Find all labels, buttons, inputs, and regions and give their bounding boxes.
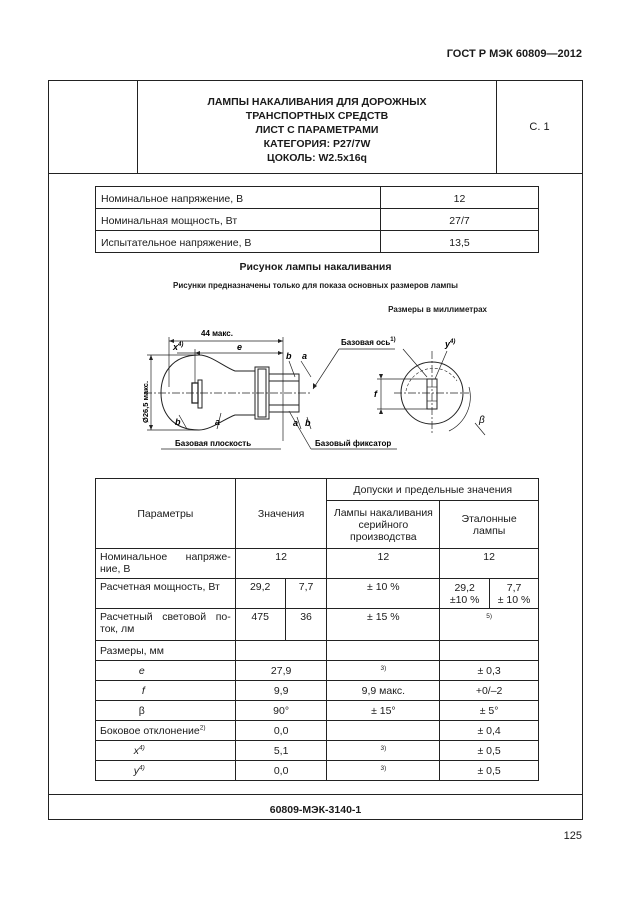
rating-label: Номинальное напряжение, В — [96, 187, 381, 209]
label-ref-key: Базовый фиксатор — [315, 439, 392, 448]
dim-beta: β — [479, 415, 485, 426]
label-ref-plane: Базовая плоскость — [175, 439, 252, 448]
reference-cell: +0/–2 — [440, 681, 539, 701]
title-line: КАТЕГОРИЯ: P27/7W — [263, 138, 371, 150]
title-line: ЛАМПЫ НАКАЛИВАНИЯ ДЛЯ ДОРОЖНЫХ — [207, 96, 427, 108]
title-line: ЦОКОЛЬ: W2.5x16q — [267, 152, 367, 164]
table-row — [96, 579, 539, 609]
rating-label: Номинальная мощность, Вт — [96, 209, 381, 231]
reference-tolerance: ±10 % — [449, 593, 480, 606]
reference-cell: ± 0,5 — [440, 761, 539, 781]
param-label: Расчетный световой по-ток, лм — [96, 609, 236, 641]
table-row — [96, 701, 539, 721]
rating-value: 12 — [381, 187, 539, 209]
dim-x: $x^{4)}$ — [173, 342, 184, 352]
table-row — [96, 741, 539, 761]
param-label: Расчетная мощность, Вт — [96, 579, 236, 609]
rating-label: Испытательное напряжение, В — [96, 231, 381, 253]
parameters-table — [95, 478, 539, 781]
value-cell: 90° — [235, 701, 327, 721]
value-cell: 7,7 — [285, 579, 327, 609]
col-header-parameters: Параметры — [96, 479, 236, 549]
production-cell: 9,9 макс. — [327, 681, 440, 701]
reference-note: 5) — [440, 609, 539, 641]
col-header-reference: Эталонные лампы — [440, 501, 539, 549]
sheet-code: 60809-МЭК-3140-1 — [49, 794, 582, 820]
value-cell — [235, 641, 327, 661]
value-cell: 29,2 — [235, 579, 285, 609]
marker-a-bottom: a — [293, 418, 299, 428]
dim-f: f — [374, 389, 377, 399]
value-cell: 9,9 — [235, 681, 327, 701]
reference-value: 29,2 — [454, 581, 475, 594]
param-label: β — [96, 701, 236, 721]
dim-diameter: Ø26,5 макс. — [141, 380, 150, 423]
value-cell: 36 — [285, 609, 327, 641]
table-row — [96, 609, 539, 641]
reference-cell: ± 0,3 — [440, 661, 539, 681]
param-label: f — [96, 681, 236, 701]
param-label: Боковое отклонение$^{2)}$ — [96, 721, 236, 741]
param-label: $y^{4)}$ — [96, 761, 236, 781]
figure-units: Размеры в миллиметрах — [388, 305, 487, 314]
marker-a-left: a — [215, 417, 221, 427]
reference-cell — [440, 641, 539, 661]
page-number: 125 — [563, 830, 582, 842]
dim-overall-length: 44 макс. — [201, 329, 233, 338]
rating-value: 27/7 — [381, 209, 539, 231]
table-row — [96, 209, 539, 231]
production-cell — [327, 641, 440, 661]
value-cell: 12 — [235, 549, 327, 579]
reference-cell: ± 0,4 — [440, 721, 539, 741]
marker-a-top: a — [302, 351, 308, 361]
sheet-title — [138, 95, 496, 165]
table-row — [96, 231, 539, 253]
title-line: ЛИСТ С ПАРАМЕТРАМИ — [255, 124, 379, 136]
param-label: e — [96, 661, 236, 681]
lamp-drawing — [49, 311, 582, 471]
reference-cell — [440, 579, 490, 609]
production-note: 3) — [327, 661, 440, 681]
table-row — [96, 641, 539, 661]
sheet-page-label: С. 1 — [496, 81, 582, 173]
production-cell: ± 15° — [327, 701, 440, 721]
reference-tolerance: ± 10 % — [497, 593, 531, 606]
reference-cell: ± 5° — [440, 701, 539, 721]
reference-cell: ± 0,5 — [440, 741, 539, 761]
value-cell: 475 — [235, 609, 285, 641]
value-cell: 27,9 — [235, 661, 327, 681]
title-line: ТРАНСПОРТНЫХ СРЕДСТВ — [245, 110, 389, 122]
sheet-frame — [48, 80, 583, 820]
marker-b-left: b — [175, 417, 181, 427]
label-ref-axis: Базовая ось$^{1)}$ — [341, 337, 396, 347]
param-label: Размеры, мм — [96, 641, 236, 661]
marker-b-bottom: b — [305, 418, 311, 428]
col-header-tolerances: Допуски и предельные значения — [327, 479, 539, 501]
figure-title: Рисунок лампы накаливания — [239, 261, 392, 273]
reference-value: 7,7 — [506, 581, 522, 594]
reference-cell: 12 — [440, 549, 539, 579]
production-cell: ± 15 % — [327, 609, 440, 641]
table-row — [96, 549, 539, 579]
table-row — [96, 721, 539, 741]
col-header-production: Лампы накаливания серийного производства — [327, 501, 440, 549]
reference-cell — [490, 579, 539, 609]
table-row — [96, 681, 539, 701]
dim-e: e — [237, 342, 243, 352]
col-header-values: Значения — [235, 479, 327, 549]
param-label: $x^{4)}$ — [96, 741, 236, 761]
table-row — [96, 761, 539, 781]
value-cell: 0,0 — [235, 761, 327, 781]
value-cell: 0,0 — [235, 721, 327, 741]
sheet-header — [49, 81, 582, 174]
production-note: 3) — [327, 761, 440, 781]
value-cell: 5,1 — [235, 741, 327, 761]
ratings-table — [95, 186, 539, 253]
rating-value: 13,5 — [381, 231, 539, 253]
production-cell — [327, 721, 440, 741]
production-cell: 12 — [327, 549, 440, 579]
standard-number: ГОСТ Р МЭК 60809—2012 — [446, 48, 582, 60]
header-blank-cell — [49, 81, 138, 173]
production-note: 3) — [327, 741, 440, 761]
production-cell: ± 10 % — [327, 579, 440, 609]
param-label: Номинальное напряже-ние, В — [96, 549, 236, 579]
table-row — [96, 187, 539, 209]
table-row — [96, 661, 539, 681]
marker-b-top: b — [286, 351, 292, 361]
figure-note: Рисунки предназначены только для показа основных размеров лампы — [173, 281, 458, 290]
table-header-row — [96, 479, 539, 501]
dim-y: $y^{4)}$ — [445, 339, 456, 349]
